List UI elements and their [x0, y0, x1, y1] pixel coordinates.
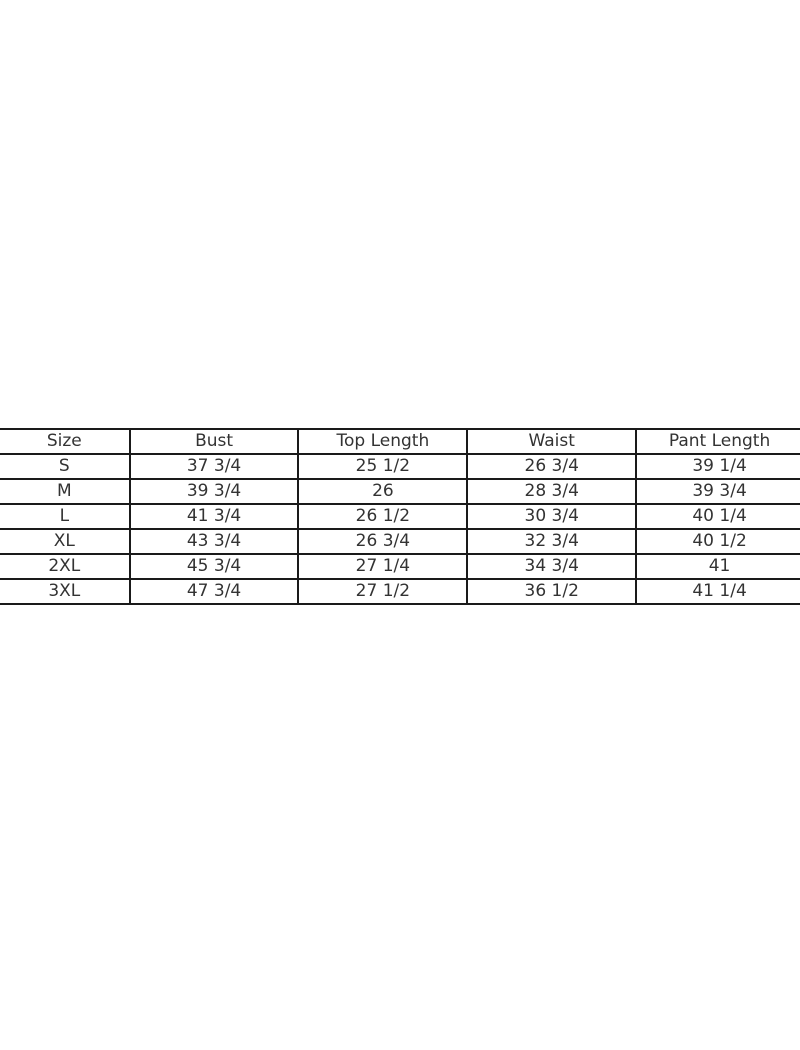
top-length-cell: 27 1/4 [298, 554, 467, 579]
table-row [0, 504, 800, 529]
top-length-cell: 26 3/4 [298, 529, 467, 554]
pant-length-cell: 40 1/4 [636, 504, 800, 529]
waist-cell: 28 3/4 [467, 479, 636, 504]
pant-length-cell: 40 1/2 [636, 529, 800, 554]
size-cell: M [0, 479, 130, 504]
size-chart-table [0, 428, 800, 605]
table-row [0, 554, 800, 579]
bust-cell: 47 3/4 [130, 579, 299, 604]
header-cell-top-length: Top Length [298, 429, 467, 454]
table-row [0, 479, 800, 504]
pant-length-cell: 41 [636, 554, 800, 579]
header-cell-pant-length: Pant Length [636, 429, 800, 454]
bust-cell: 43 3/4 [130, 529, 299, 554]
bust-cell: 37 3/4 [130, 454, 299, 479]
waist-cell: 34 3/4 [467, 554, 636, 579]
waist-cell: 30 3/4 [467, 504, 636, 529]
top-length-cell: 25 1/2 [298, 454, 467, 479]
size-cell: 3XL [0, 579, 130, 604]
header-cell-bust: Bust [130, 429, 299, 454]
top-length-cell: 26 1/2 [298, 504, 467, 529]
header-row [0, 429, 800, 454]
table-row [0, 454, 800, 479]
waist-cell: 32 3/4 [467, 529, 636, 554]
bust-cell: 39 3/4 [130, 479, 299, 504]
table-row [0, 529, 800, 554]
size-cell: S [0, 454, 130, 479]
waist-cell: 26 3/4 [467, 454, 636, 479]
size-cell: XL [0, 529, 130, 554]
bust-cell: 41 3/4 [130, 504, 299, 529]
header-cell-size: Size [0, 429, 130, 454]
waist-cell: 36 1/2 [467, 579, 636, 604]
size-cell: L [0, 504, 130, 529]
header-cell-waist: Waist [467, 429, 636, 454]
size-cell: 2XL [0, 554, 130, 579]
table-row [0, 579, 800, 604]
top-length-cell: 26 [298, 479, 467, 504]
bust-cell: 45 3/4 [130, 554, 299, 579]
top-length-cell: 27 1/2 [298, 579, 467, 604]
pant-length-cell: 41 1/4 [636, 579, 800, 604]
pant-length-cell: 39 1/4 [636, 454, 800, 479]
pant-length-cell: 39 3/4 [636, 479, 800, 504]
